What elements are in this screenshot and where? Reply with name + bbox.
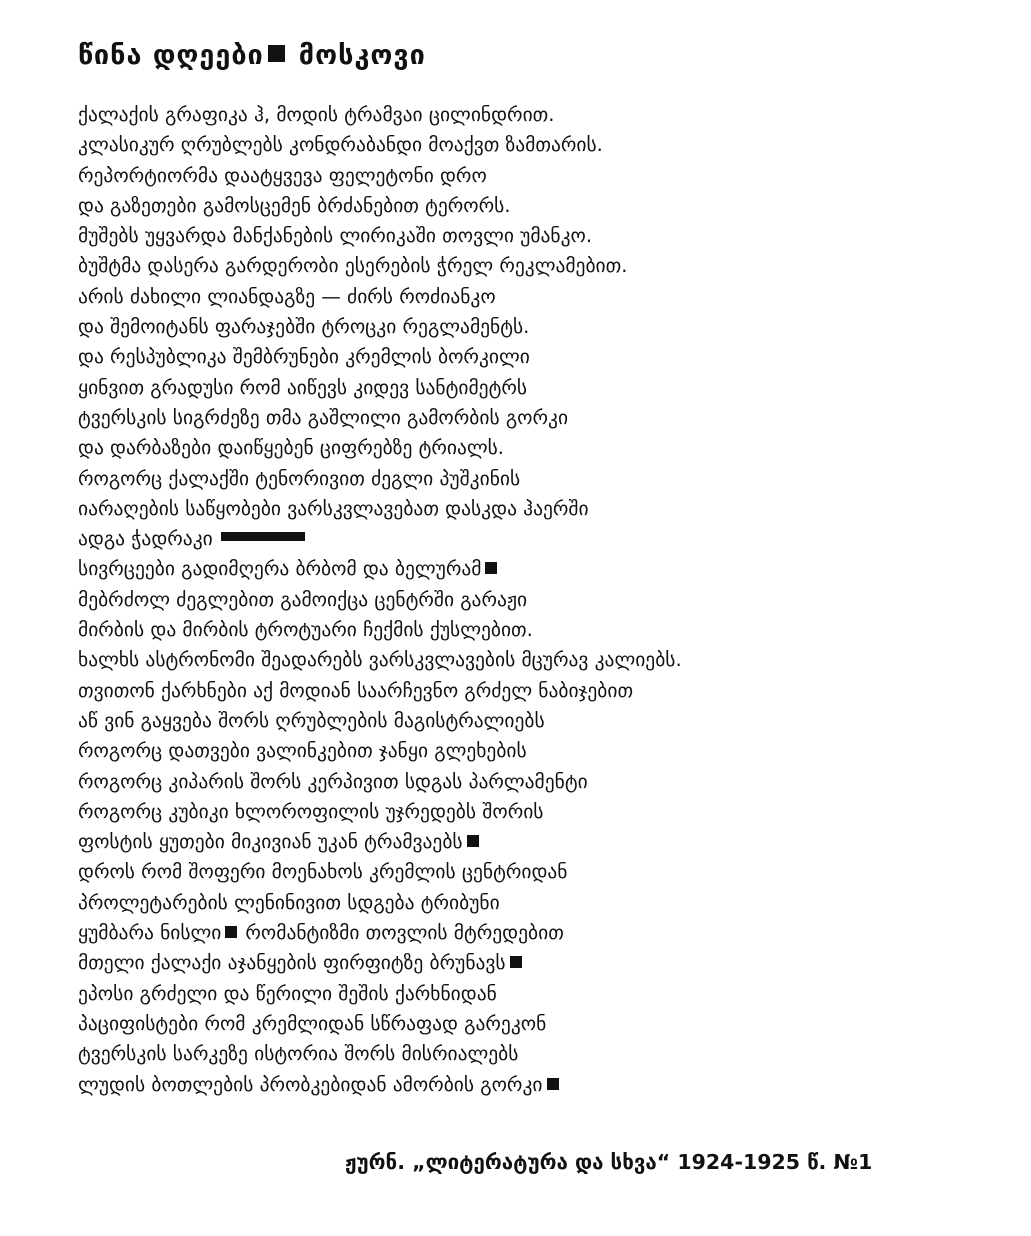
poem-line-text: ბუშტმა დასერა გარდერობი ესერების ჭრელ რეკლამებით.	[78, 254, 628, 278]
poem-line-text: ფოსტის ყუთები მიკივიან უკან ტრამვაებს	[78, 830, 463, 854]
poem-line-continuation: რომანტიზმი თოვლის მტრედებით	[245, 921, 564, 945]
black-bar-mark	[221, 532, 305, 541]
page-title	[78, 40, 426, 71]
poem-line	[78, 494, 682, 524]
poem-line	[78, 282, 682, 312]
poem-line	[78, 615, 682, 645]
poem-line-text: პაციფისტები რომ კრემლიდან სწრაფად გარეკონ	[78, 1011, 547, 1035]
poem-line	[78, 524, 682, 554]
poem-line	[78, 736, 682, 766]
poem-line	[78, 1070, 682, 1100]
poem-line-text: მუშებს უყვარდა მანქანების ლირიკაში თოვლი უმანკო.	[78, 224, 593, 248]
poem-line-text: როგორც კიპარის შორს კერპივით სდგას პარლამენტი	[78, 769, 588, 793]
poem-line-text: დროს რომ შოფერი მოენახოს კრემლის ცენტრიდან	[78, 860, 568, 884]
black-square-mark	[510, 956, 522, 968]
poem-line-text: სივრცეები გადიმღერა ბრბომ და ბელურამ	[78, 557, 482, 581]
poem-line	[78, 100, 682, 130]
poem-line	[78, 373, 682, 403]
poem-line-text: და გაზეთები გამოსცემენ ბრძანებით ტერორს.	[78, 193, 511, 217]
poem-body	[78, 100, 682, 1100]
poem-line	[78, 1039, 682, 1069]
poem-line	[78, 918, 682, 948]
poem-line	[78, 797, 682, 827]
poem-line-text: ხალხს ასტრონომი შეადარებს ვარსკვლავების მცურავ კალიებს.	[78, 648, 682, 672]
poem-line	[78, 857, 682, 887]
poem-line	[78, 767, 682, 797]
poem-line-text: პროლეტარების ლენინივით სდგება ტრიბუნი	[78, 890, 500, 914]
poem-line	[78, 706, 682, 736]
black-square-mark	[547, 1078, 559, 1090]
black-square-mark	[225, 926, 237, 938]
title-part-1: წინა დღეები	[78, 40, 264, 71]
poem-line-text: რეპორტიორმა დაატყვევა ფელეტონი დრო	[78, 163, 487, 187]
poem-line-text: ქალაქის გრაფიკა ჰ, მოდის ტრამვაი ცილინდრით.	[78, 103, 555, 126]
poem-line-text: და რესპუბლიკა შემბრუნები კრემლის ბორკილი	[78, 345, 530, 369]
poem-line	[78, 1009, 682, 1039]
poem-line-text: მთელი ქალაქი აჯანყების ფირფიტზე ბრუნავს	[78, 951, 506, 975]
poem-line	[78, 433, 682, 463]
poem-line-text: ადგა ჭადრაკი	[78, 527, 213, 551]
poem-line	[78, 464, 682, 494]
poem-line-text: ტვერსკის სიგრძეზე თმა გაშლილი გამორბის გორკი	[78, 405, 569, 429]
black-square-mark	[485, 562, 497, 574]
poem-line-text: მებრძოლ ძეგლებით გამოიქცა ცენტრში გარაჟი	[78, 587, 528, 611]
poem-line-text: აწ ვინ გაყვება შორს ღრუბლების მაგისტრალიებს	[78, 708, 545, 732]
poem-line-text: ყუმბარა ნისლი	[78, 921, 222, 945]
source-citation: ჟურნ. „ლიტერატურა და სხვა“ 1924-1925 წ. №1	[345, 1150, 873, 1174]
poem-line	[78, 979, 682, 1009]
poem-line-text: როგორც კუბიკი ხლოროფილის უჯრედებს შორის	[78, 799, 544, 823]
poem-line-text: არის ძახილი ლიანდაგზე — ძირს როძიანკო	[78, 284, 496, 308]
poem-line-text: კლასიკურ ღრუბლებს კონდრაბანდი მოაქვთ ზამთარის.	[78, 133, 603, 157]
poem-line	[78, 554, 682, 584]
poem-line-text: იარაღების საწყობები ვარსკვლავებათ დასკდა ჰაერში	[78, 496, 589, 520]
poem-line-text: ტვერსკის სარკეზე ისტორია შორს მისრიალებს	[78, 1042, 519, 1066]
poem-line	[78, 827, 682, 857]
poem-line-text: და დარბაზები დაიწყებენ ციფრებზე ტრიალს.	[78, 436, 504, 460]
black-square-mark	[467, 835, 479, 847]
poem-line-text: და შემოიტანს ფარაჯებში ტროცკი რეგლამენტს.	[78, 315, 530, 339]
poem-line	[78, 948, 682, 978]
poem-line-text: ლუდის ბოთლების პრობკებიდან ამორბის გორკი	[78, 1072, 543, 1096]
title-part-2: მოსკოვი	[298, 40, 426, 71]
poem-line	[78, 251, 682, 281]
poem-line	[78, 342, 682, 372]
poem-line	[78, 221, 682, 251]
poem-line	[78, 191, 682, 221]
poem-line-text: ეპოსი გრძელი და წერილი შეშის ქარხნიდან	[78, 981, 497, 1005]
poem-line-text: თვითონ ქარხნები აქ მოდიან საარჩევნო გრძელ ნაბიჯებით	[78, 678, 634, 702]
poem-line	[78, 403, 682, 433]
poem-line-text: ყინვით გრადუსი რომ აიწევს კიდევ სანტიმეტრს	[78, 375, 528, 399]
poem-line	[78, 161, 682, 191]
poem-line-text: მირბის და მირბის ტროტუარი ჩექმის ქუსლებით.	[78, 618, 533, 642]
poem-line	[78, 312, 682, 342]
poem-line	[78, 888, 682, 918]
poem-line	[78, 676, 682, 706]
poem-line-text: როგორც დათვები ვალინკებით ჯანყი გლეხების	[78, 739, 527, 763]
poem-line-text: როგორც ქალაქში ტენორივით ძეგლი პუშკინის	[78, 466, 521, 490]
poem-line	[78, 585, 682, 615]
poem-line	[78, 645, 682, 675]
poem-line	[78, 130, 682, 160]
black-square-mark	[268, 45, 285, 62]
